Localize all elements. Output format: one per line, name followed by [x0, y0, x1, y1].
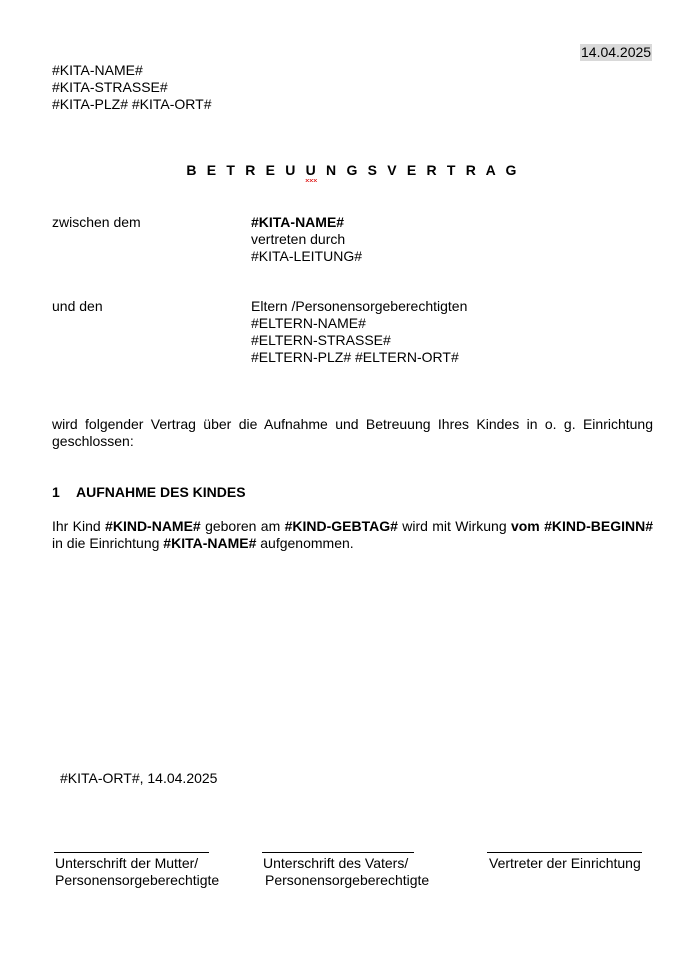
signature-label-mother — [55, 855, 219, 889]
signature-label-line: Personensorgeberechtigte — [265, 872, 430, 888]
signature-line-father — [262, 852, 414, 853]
text-segment: Ihr Kind — [52, 518, 106, 534]
party2-block — [251, 298, 467, 366]
kita-street: #KITA-STRASSE# — [52, 79, 168, 95]
signature-label-line: Vertreter der Einrichtung — [489, 855, 641, 871]
section-1-paragraph — [52, 518, 653, 552]
spellcheck-marked-letter: U — [305, 162, 319, 178]
signature-label-institution — [489, 855, 641, 872]
signature-label-line: Unterschrift des Vaters/ — [263, 855, 409, 871]
signature-label-father — [263, 855, 429, 889]
text-segment: wird mit Wirkung — [397, 518, 511, 534]
document-date: 14.04.2025 — [581, 44, 652, 60]
text-segment: geboren am — [200, 518, 285, 534]
kita-address-block — [52, 62, 212, 113]
party2-role: Eltern /Personensorgeberechtigten — [251, 298, 468, 314]
party1-label: zwischen dem — [52, 214, 141, 230]
kind-beginn-placeholder: vom #KIND-BEGINN# — [510, 518, 653, 534]
kind-gebtag-placeholder: #KIND-GEBTAG# — [284, 518, 398, 534]
signature-line-mother — [54, 852, 209, 853]
title-part-1: B E T R E U — [186, 162, 306, 178]
party2-street: #ELTERN-STRASSE# — [251, 332, 391, 348]
kita-name: #KITA-NAME# — [52, 62, 143, 78]
kita-plz-ort: #KITA-PLZ# #KITA-ORT# — [52, 96, 212, 112]
party1-represented: vertreten durch — [251, 231, 346, 247]
section-number: 1 — [52, 484, 60, 500]
text-segment: aufgenommen. — [256, 535, 354, 551]
section-title: AUFNAHME DES KINDES — [76, 484, 246, 500]
party2-plz-ort: #ELTERN-PLZ# #ELTERN-ORT# — [251, 349, 459, 365]
contract-title — [0, 162, 687, 179]
party1-name: #KITA-NAME# — [251, 214, 345, 230]
kita-name-placeholder: #KITA-NAME# — [163, 535, 257, 551]
place-date: #KITA-ORT#, 14.04.2025 — [60, 770, 218, 786]
text-segment: in die Einrichtung — [52, 535, 164, 551]
kind-name-placeholder: #KIND-NAME# — [105, 518, 201, 534]
party1-leader: #KITA-LEITUNG# — [251, 248, 362, 264]
signature-label-line: Unterschrift der Mutter/ — [55, 855, 199, 871]
title-part-3: N G S V E R T R A G — [318, 162, 520, 178]
party2-label: und den — [52, 298, 103, 314]
intro-paragraph: wird folgender Vertrag über die Aufnahme und Betreuung Ihres Kindes in o. g. Einrichtung geschlossen: — [52, 416, 653, 449]
signature-line-institution — [487, 852, 642, 853]
party2-name: #ELTERN-NAME# — [251, 315, 366, 331]
section-1-heading — [52, 484, 246, 501]
signature-label-line: Personensorgeberechtigte — [55, 872, 220, 888]
party1-block — [251, 214, 362, 265]
